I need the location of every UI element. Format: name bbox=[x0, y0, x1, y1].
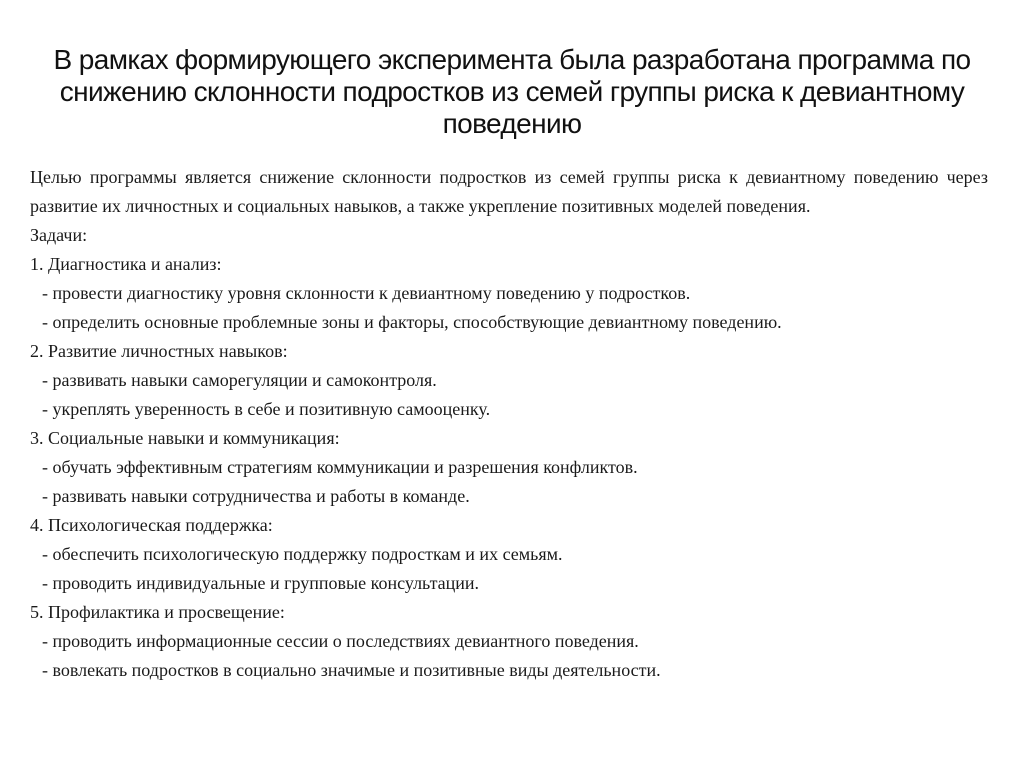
program-goal-paragraph: Целью программы является снижение склонности подростков из семей группы риска к девиантному поведению через развитие их личностных и социальных навыков, а также укрепление позитивных моделей поведения. bbox=[30, 167, 988, 216]
task-group-prevention bbox=[30, 598, 988, 685]
task-group-diagnostics bbox=[30, 250, 988, 337]
task-item: - проводить информационные сессии о последствиях девиантного поведения. bbox=[42, 631, 639, 651]
task-item: - укреплять уверенность в себе и позитивную самооценку. bbox=[42, 399, 491, 419]
task-item: - вовлекать подростков в социально значимые и позитивные виды деятельности. bbox=[42, 660, 661, 680]
task-item: - развивать навыки сотрудничества и работы в команде. bbox=[42, 486, 470, 506]
tasks-heading: Задачи: bbox=[30, 225, 88, 245]
task-heading: 1. Диагностика и анализ: bbox=[30, 254, 222, 274]
task-item: - развивать навыки саморегуляции и самоконтроля. bbox=[42, 370, 437, 390]
task-group-personal-skills bbox=[30, 337, 988, 424]
task-heading: 4. Психологическая поддержка: bbox=[30, 515, 273, 535]
task-item: - обучать эффективным стратегиям коммуникации и разрешения конфликтов. bbox=[42, 457, 638, 477]
task-item: - провести диагностику уровня склонности к девиантному поведению у подростков. bbox=[42, 283, 691, 303]
task-heading: 5. Профилактика и просвещение: bbox=[30, 602, 285, 622]
task-item: - проводить индивидуальные и групповые консультации. bbox=[42, 573, 480, 593]
slide-body bbox=[30, 163, 988, 685]
task-group-social-skills bbox=[30, 424, 988, 511]
task-group-psychological-support bbox=[30, 511, 988, 598]
task-item: - обеспечить психологическую поддержку подросткам и их семьям. bbox=[42, 544, 563, 564]
task-heading: 2. Развитие личностных навыков: bbox=[30, 341, 288, 361]
task-item: - определить основные проблемные зоны и факторы, способствующие девиантному поведению. bbox=[42, 312, 782, 332]
task-heading: 3. Социальные навыки и коммуникация: bbox=[30, 428, 340, 448]
slide-title: В рамках формирующего эксперимента была разработана программа по снижению склонности подростков из семей группы риска к девиантному поведению bbox=[53, 44, 971, 139]
